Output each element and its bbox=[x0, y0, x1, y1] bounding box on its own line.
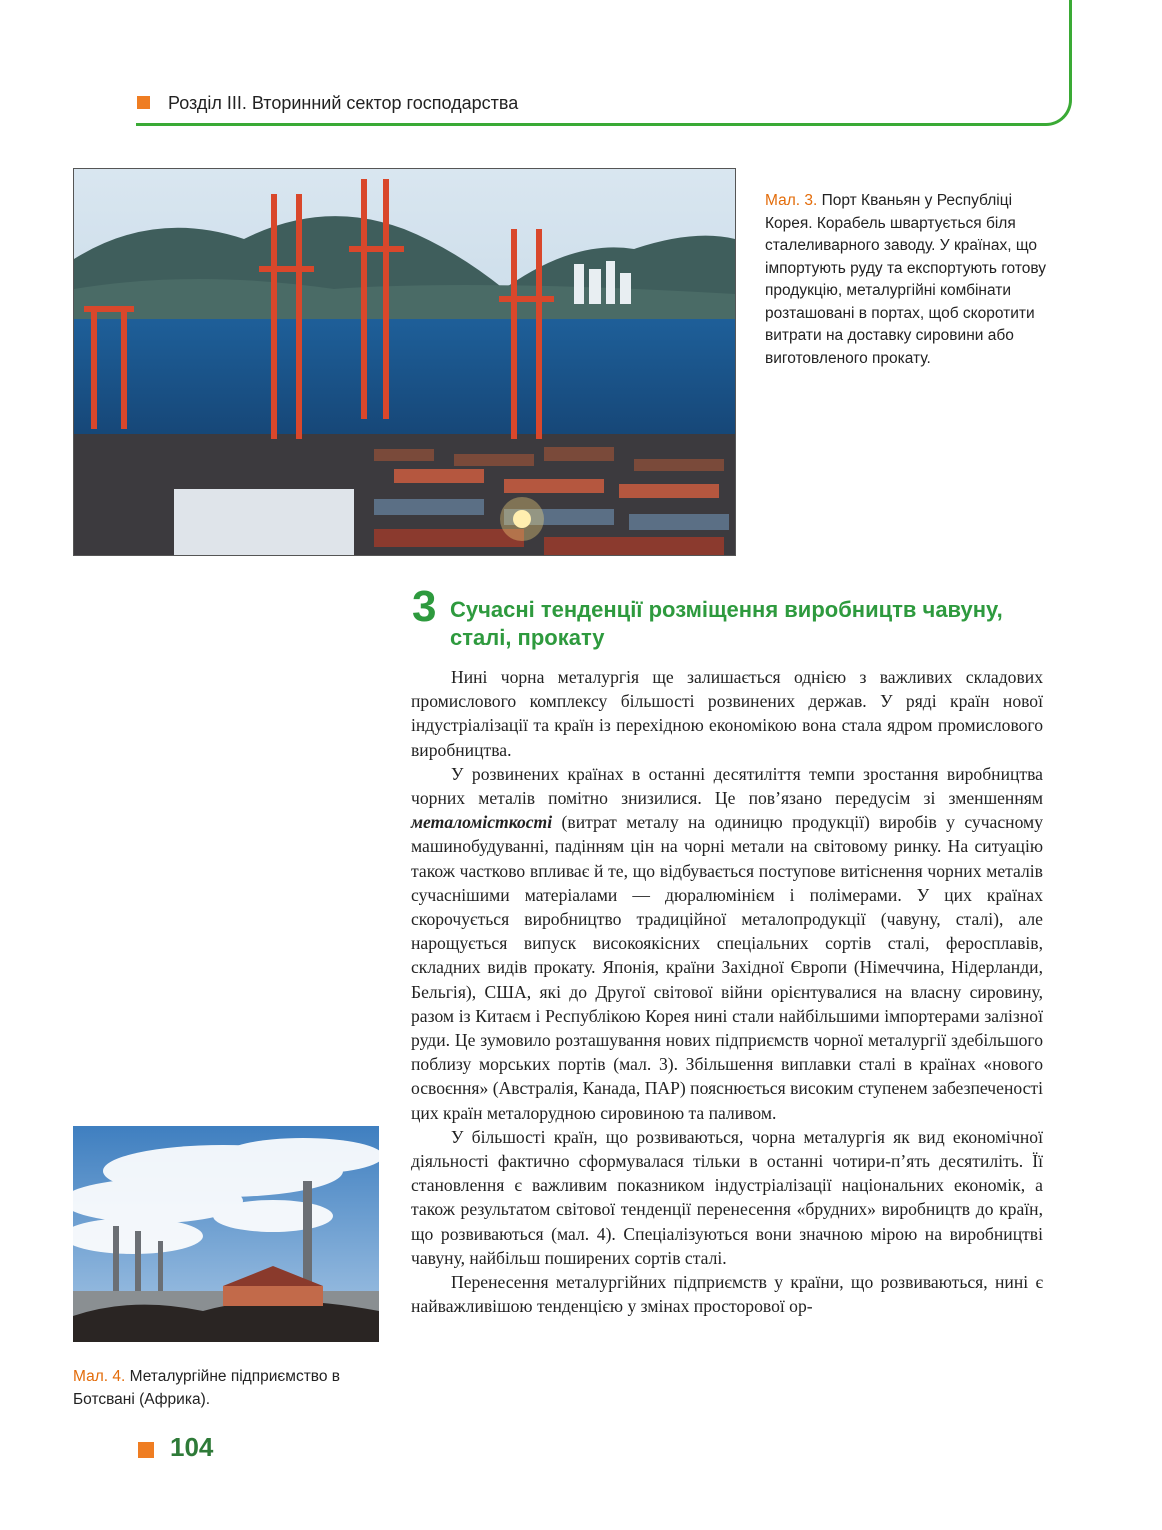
paragraph-3: У більшості країн, що розвиваються, чорна металургія як вид економічної діяльності фактично сформувалася тільки в останні чотири-п’ять десятиліть. Її становлення є важливим показником індустріалізації національних економік, а також результатом світової тенденції перенесення «брудних» виробництв до країн, що розвиваються (мал. 4). Спеціалізуються вони значною мірою на виробництві чавуну, найбільш поширених сортів сталі. bbox=[411, 1126, 1043, 1268]
running-title: Розділ ІІІ. Вторинний сектор господарства bbox=[168, 93, 519, 113]
figure3-label: Мал. 3. bbox=[765, 192, 818, 209]
body-text bbox=[411, 665, 1043, 1318]
figure3-caption-text: Порт Кваньян у Республіці Корея. Корабель швартується біля сталеливарного заводу. У країнах, що імпортують руду та експортують готову продукцію, металургійні комбінати розташовані в портах, щоб скоротити витрати на доставку сировини або виготовленого прокату. bbox=[765, 192, 1047, 367]
page-number: 104 bbox=[170, 1432, 214, 1462]
figure3-caption bbox=[765, 190, 1055, 370]
paragraph-2-rest: (витрат металу на одиницю продукції) виробів у сучасному машинобудуванні, падінням цін на чорні метали на світовому ринку. На ситуацію також частково впливає й те, що відбувається поступове витіснення чорних металів сучаснішими матеріалами — дюралюмінієм і полімерами. У цих країнах скорочується виробництво традиційної металопродукції (чавуну, сталі), але нарощується випуск високоякісних спеціальних сортів сталі, феросплавів, складних видів прокату. Японія, країни Західної Європи (Німеччина, Нідерланди, Бельгія), США, які до Другої світової війни орієнтувалися на власну сировину, разом із Китаєм і Республікою Корея нині стали найбільшими імпортерами залізної руди. Це зумовило розташування нових підприємств чорної металургії здебільшого поблизу морських портів (мал. 3). Збільшення виплавки сталі в країнах «нового освоєння» (Австралія, Канада, ПАР) пояснюється високим ступенем забезпеченості цих країн металорудною сировиною та паливом. bbox=[411, 812, 1043, 1123]
paragraph-1: Нині чорна металургія ще залишається однією з важливих складових промислового комплексу більшості розвинених держав. У ряді країн нової індустріалізації та країн із перехідною економікою вона стала ядром промислового виробництва. bbox=[411, 667, 1043, 760]
port-photo bbox=[73, 168, 736, 556]
section-number: 3 bbox=[412, 582, 437, 631]
section-title: Сучасні тенденції розміщення виробництв чавуну, сталі, прокату bbox=[450, 597, 1003, 650]
figure4-caption bbox=[73, 1366, 373, 1411]
paragraph-2 bbox=[411, 762, 1043, 1125]
paragraph-2-start: У розвинених країнах в останні десятиліття темпи зростання виробництва чорних металів помітно знизилися. Це пов’язано передусім зі зменшенням bbox=[411, 763, 1043, 809]
key-term: металомісткості bbox=[411, 812, 553, 833]
header-bullet bbox=[137, 96, 150, 109]
paragraph-4: Перенесення металургійних підприємств у країни, що розвиваються, нині є найважливішою тенденцією у змінах просторової ор- bbox=[411, 1272, 1043, 1317]
factory-photo bbox=[73, 1126, 379, 1342]
page-number-bullet bbox=[138, 1442, 154, 1458]
figure4-label: Мал. 4. bbox=[73, 1368, 126, 1385]
figure4-caption-text: Металургійне підприємство в Ботсвані (Африка). bbox=[73, 1368, 341, 1408]
